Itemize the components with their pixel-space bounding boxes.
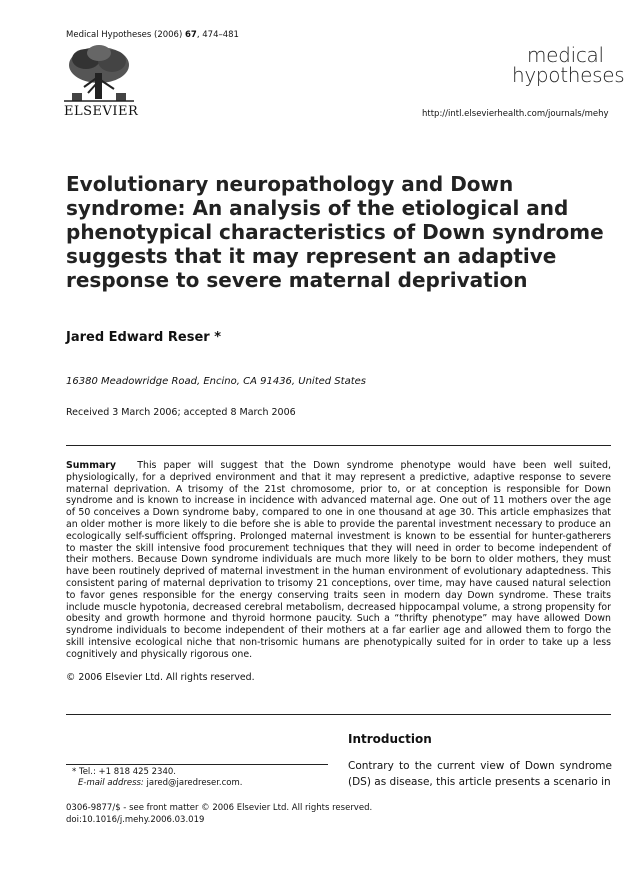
abstract-text: This paper will suggest that the Down syndrome phenotype would have been well suited, physiologically, for a deprived environment and that it may represent a predictive, adaptive response to severe maternal deprivation. A trisomy of the 21st chromosome, prior to, or at conception is responsible for Down syndrome and is known to increase in incidence with advanced maternal age. One out of 11 mothers over the age of 50 conceives a Down syndrome baby, compared to one in one thousand at age 30. This article emphasizes that an older mother is more likely to die before she is able to provide the parental investment necessary to produce an ecologically self-sufficient offspring. Prolonged maternal investment is known to be essential for hunter-gatherers to master the skill intensive food procurement techniques that they will need in order to become independent of their mothers. Because Down syndrome individuals are much more likely to be born to older mothers, they must have been routinely deprived of maternal investment in the human environment of evolutionary adaptedness. This consistent paring of maternal deprivation to trisomy 21 conceptions, over time, may have caused natural selection to favor genes responsible for the energy conserving traits seen in modern day Down syndrome. These traits include muscle hypotonia, decreased cerebral metabolism, decreased hippocampal volume, a strong propensity for obesity and growth hormone and thyroid hormone paucity. Such a “thrifty phenotype” may have allowed Down syndrome individuals to become independent of their mothers at a far earlier age and allowed them to forgo the skill intensive ecological niche that non-trisomic humans are phenotypically suited for in order to take up a less cognitively and physically rigorous one. [66,460,611,660]
author-address: 16380 Meadowridge Road, Encino, CA 91436, United States [66,376,366,387]
journal-name-line2: hypotheses [512,63,625,87]
journal-citation [66,30,239,40]
publisher-name: ELSEVIER [64,104,139,119]
journal-volume: 67 [185,30,197,40]
journal-name-line1: medical [527,43,604,67]
journal-pages: , 474–481 [196,30,239,40]
issn-line: 0306-9877/$ - see front matter © 2006 Elsevier Ltd. All rights reserved. [66,803,373,813]
abstract-top-rule [66,445,611,446]
introduction-heading: Introduction [348,732,432,746]
doi-line[interactable]: doi:10.1016/j.mehy.2006.03.019 [66,815,205,825]
article-title: Evolutionary neuropathology and Down syndrome: An analysis of the etiological and phenotypical characteristics of Down syndrome suggests that it may represent an adaptive response to severe maternal deprivation [66,172,604,292]
journal-url[interactable]: http://intl.elsevierhealth.com/journals/mehy [422,109,609,119]
footnote-rule [66,764,328,765]
footnote-email [78,778,242,788]
abstract [66,460,611,661]
email-address[interactable]: jared@jaredreser.com. [143,778,243,788]
copyright-notice: © 2006 Elsevier Ltd. All rights reserved. [66,672,255,683]
introduction-text: Contrary to the current view of Down syndrome (DS) as disease, this article presents a scenario in [348,760,612,788]
journal-citation-prefix: Medical Hypotheses (2006) [66,30,185,40]
email-label: E-mail address: [78,778,144,788]
footnote-telephone: * Tel.: +1 818 425 2340. [72,767,176,777]
abstract-label: Summary [66,460,117,471]
abstract-bottom-rule [66,714,611,715]
author-name: Jared Edward Reser * [66,330,221,345]
received-dates: Received 3 March 2006; accepted 8 March 2006 [66,407,296,418]
